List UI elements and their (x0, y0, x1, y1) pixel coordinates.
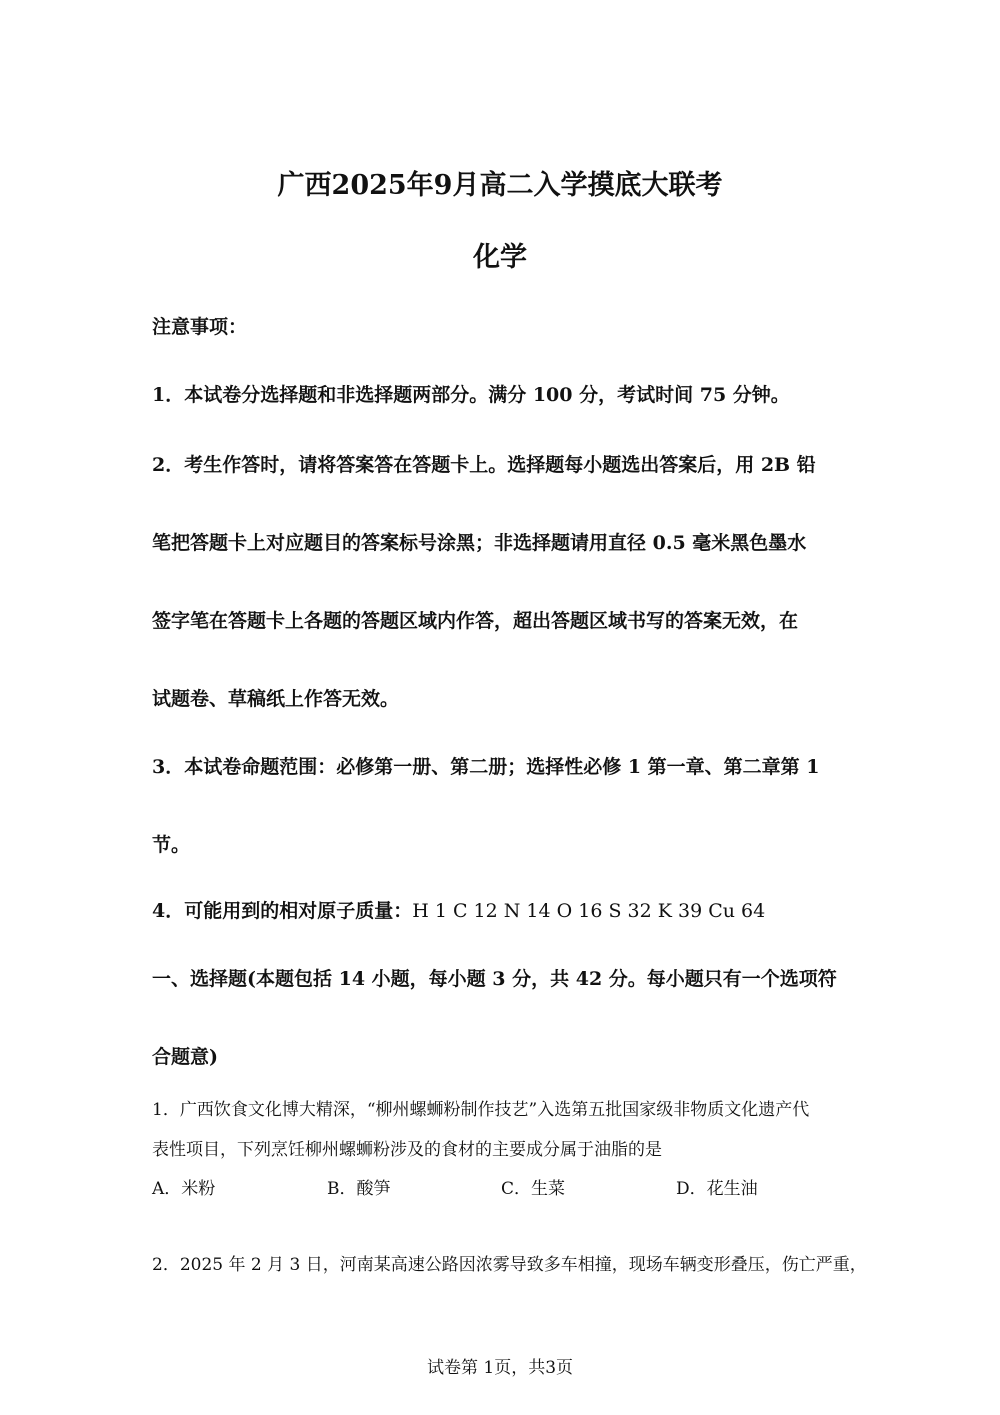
question-1-line-2: 表性项目，下列烹饪柳州螺蛳粉涉及的食材的主要成分属于油脂的是 (152, 1140, 662, 1160)
question-1-option-a: A．米粉 (152, 1179, 216, 1199)
question-1-option-d: D．花生油 (676, 1179, 758, 1199)
question-1-option-b: B．酸笋 (327, 1179, 391, 1199)
exam-subject: 化学 (473, 242, 527, 273)
page-footer: 试卷第 1页，共3页 (426, 1358, 574, 1378)
notice-item-1: 1．本试卷分选择题和非选择题两部分。满分 100 分，考试时间 75 分钟。 (152, 384, 790, 406)
notice-item-2-line-2: 笔把答题卡上对应题目的答案标号涂黑；非选择题请用直径 0.5 毫米黑色墨水 (152, 532, 807, 554)
notice-item-3-line-1: 3．本试卷命题范围：必修第一册、第二册；选择性必修 1 第一章、第二章第 1 (152, 756, 820, 778)
notice-item-2-line-3: 签字笔在答题卡上各题的答题区域内作答，超出答题区域书写的答案无效，在 (152, 610, 799, 632)
notice-heading: 注意事项： (152, 316, 248, 338)
notice-item-4 (152, 898, 852, 924)
atomic-mass-values: H 1 C 12 N 14 O 16 S 32 K 39 Cu 64 (412, 900, 766, 922)
notice-item-3-line-2: 节。 (152, 834, 191, 856)
notice-item-4-label: 4．可能用到的相对原子质量： (152, 900, 413, 922)
question-1-line-1: 1．广西饮食文化博大精深，“柳州螺蛳粉制作技艺”入选第五批国家级非物质文化遗产代 (152, 1100, 810, 1120)
section-1-heading-line-1: 一、选择题(本题包括 14 小题，每小题 3 分，共 42 分。每小题只有一个选项符 (152, 968, 837, 990)
question-2-line-1: 2．2025 年 2 月 3 日，河南某高速公路因浓雾导致多车相撞，现场车辆变形叠压，伤亡严重， (152, 1255, 867, 1275)
section-1-heading-line-2: 合题意) (152, 1046, 218, 1068)
question-1-option-c: C．生菜 (501, 1179, 566, 1199)
notice-item-2-line-1: 2．考生作答时，请将答案答在答题卡上。选择题每小题选出答案后，用 2B 铅 (152, 454, 816, 476)
exam-title: 广西2025年9月高二入学摸底大联考 (277, 170, 723, 201)
notice-item-2-line-4: 试题卷、草稿纸上作答无效。 (152, 688, 400, 710)
